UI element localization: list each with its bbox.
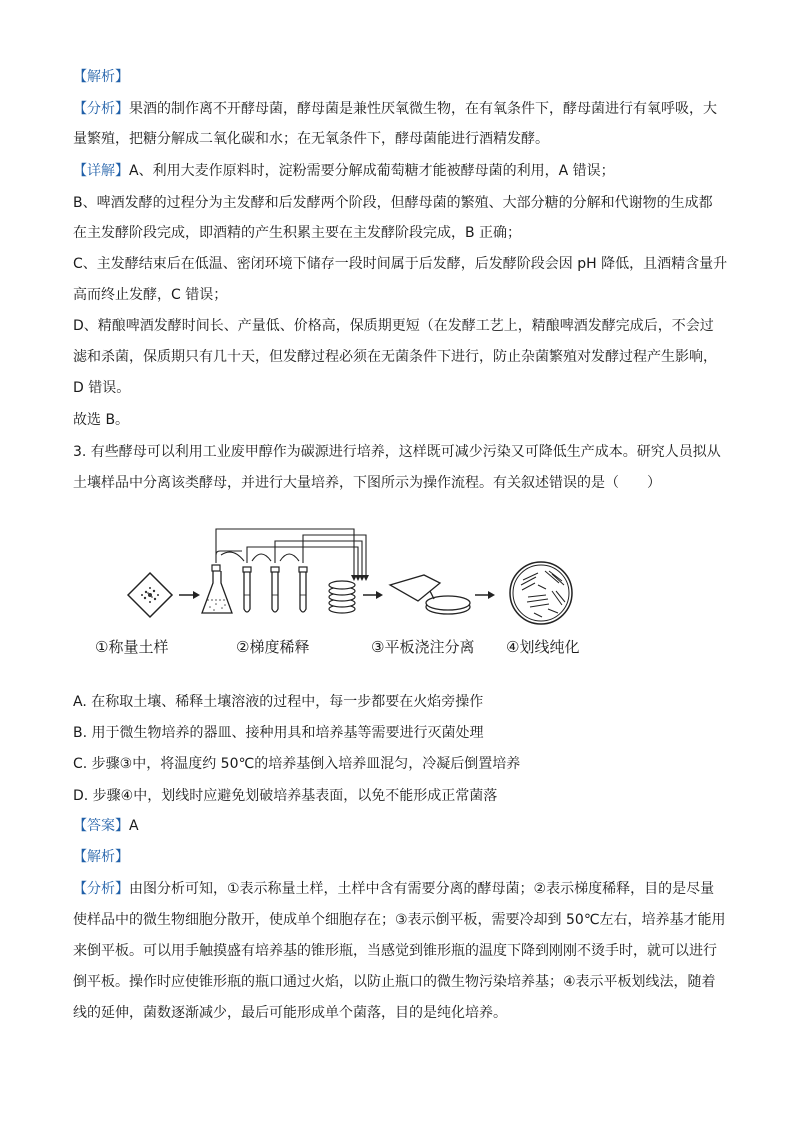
transfer-arrows bbox=[216, 529, 366, 575]
jiexi-heading-2: 【解析】 bbox=[73, 849, 129, 865]
analysis-line-3: 来倒平板。可以用手触摸盛有培养基的锥形瓶，当感觉到锥形瓶的温度下降到刚刚不烫手时，就可以进行 bbox=[73, 943, 717, 959]
figure-label-4: ④划线纯化 bbox=[506, 638, 580, 656]
pouring-flask-icon bbox=[390, 575, 470, 614]
test-tube-icon bbox=[271, 567, 279, 612]
xiangjie-d-3: D 错误。 bbox=[73, 380, 131, 396]
option-d: D. 步骤④中，划线时应避免划破培养基表面，以免不能形成正常菌落 bbox=[73, 788, 498, 804]
xiangjie-a: 【详解】A、利用大麦作原料时，淀粉需要分解成葡萄糖才能被酵母菌的利用，A 错误； bbox=[73, 163, 615, 179]
option-a: A. 在称取土壤、稀释土壤溶液的过程中，每一步都要在火焰旁操作 bbox=[73, 694, 484, 710]
option-b: B. 用于微生物培养的器皿、接种用具和培养基等需要进行灭菌处理 bbox=[73, 725, 484, 741]
question-stem-2: 土壤样品中分离该类酵母，并进行大量培养，下图所示为操作流程。有关叙述错误的是（ ） bbox=[73, 475, 661, 491]
jiexi-heading: 【解析】 bbox=[73, 69, 129, 85]
figure-label-2: ②梯度稀释 bbox=[236, 638, 310, 656]
analysis-line-5: 线的延伸，菌数逐渐减少，最后可能形成单个菌落，目的是纯化培养。 bbox=[73, 1005, 507, 1021]
fenxi-line-2: 量繁殖，把糖分解成二氧化碳和水；在无氧条件下，酵母菌能进行酒精发酵。 bbox=[73, 131, 549, 147]
soil-sample-icon bbox=[128, 573, 172, 617]
streak-plate-icon bbox=[510, 562, 572, 624]
analysis-line-4: 倒平板。操作时应使锥形瓶的瓶口通过火焰，以防止瓶口的微生物污染培养基；④表示平板划线法，随着 bbox=[73, 974, 716, 990]
xiangjie-c-1: C、主发酵结束后在低温、密闭环境下储存一段时间属于后发酵，后发酵阶段会因 pH 降低，且酒精含量升 bbox=[73, 256, 728, 272]
xiangjie-d-1: D、精酿啤酒发酵时间长、产量低、价格高，保质期更短（在发酵工艺上，精酿啤酒发酵完成后，不会过 bbox=[73, 318, 714, 334]
fenxi-tag-2: 【分析】 bbox=[73, 881, 129, 897]
xiangjie-b-1: B、啤酒发酵的过程分为主发酵和后发酵两个阶段，但酵母菌的繁殖、大部分糖的分解和代谢物的生成都 bbox=[73, 195, 713, 211]
xiangjie-tag: 【详解】 bbox=[73, 163, 129, 179]
arrow-icon bbox=[363, 591, 383, 599]
xiangjie-c-2: 高而终止发酵，C 错误； bbox=[73, 287, 228, 303]
fenxi-tag: 【分析】 bbox=[73, 101, 129, 117]
test-tube-icon bbox=[299, 567, 307, 612]
analysis-line-1: 【分析】由图分析可知，①表示称量土样，土样中含有需要分离的酵母菌；②表示梯度稀释，目的是尽量 bbox=[73, 881, 715, 897]
arrow-icon bbox=[179, 591, 200, 599]
figure-label-3: ③平板浇注分离 bbox=[371, 638, 475, 656]
test-tube-icon bbox=[243, 567, 251, 612]
xiangjie-d-2: 滤和杀菌，保质期只有几十天，但发酵过程必须在无菌条件下进行，防止杂菌繁殖对发酵过程产生影响， bbox=[73, 349, 717, 365]
figure-label-1: ①称量土样 bbox=[95, 638, 169, 656]
answer-line bbox=[73, 816, 139, 836]
flask-icon bbox=[202, 565, 232, 613]
option-c: C. 步骤③中，将温度约 50℃的培养基倒入培养皿混匀，冷凝后倒置培养 bbox=[73, 756, 521, 772]
analysis-line-2: 使样品中的微生物细胞分散开，使成单个细胞存在；③表示倒平板，需要冷却到 50℃左右，培养基才能用 bbox=[73, 912, 726, 928]
arrow-icon bbox=[475, 591, 495, 599]
arrowheads bbox=[351, 575, 369, 581]
fenxi-line-1: 【分析】果酒的制作离不开酵母菌，酵母菌是兼性厌氧微生物，在有氧条件下，酵母菌进行有氧呼吸，大 bbox=[73, 101, 717, 117]
xiangjie-b-2: 在主发酵阶段完成，即酒精的产生积累主要在主发酵阶段完成，B 正确； bbox=[73, 225, 522, 241]
procedure-figure bbox=[118, 525, 588, 645]
petri-dish-stack-icon bbox=[329, 581, 355, 613]
answer-value: A bbox=[129, 818, 139, 834]
answer-tag: 【答案】 bbox=[73, 818, 129, 834]
question-stem-1: 3. 有些酵母可以利用工业废甲醇作为碳源进行培养，这样既可减少污染又可降低生产成本。研究人员拟从 bbox=[73, 444, 721, 460]
choice-line: 故选 B。 bbox=[73, 412, 130, 428]
